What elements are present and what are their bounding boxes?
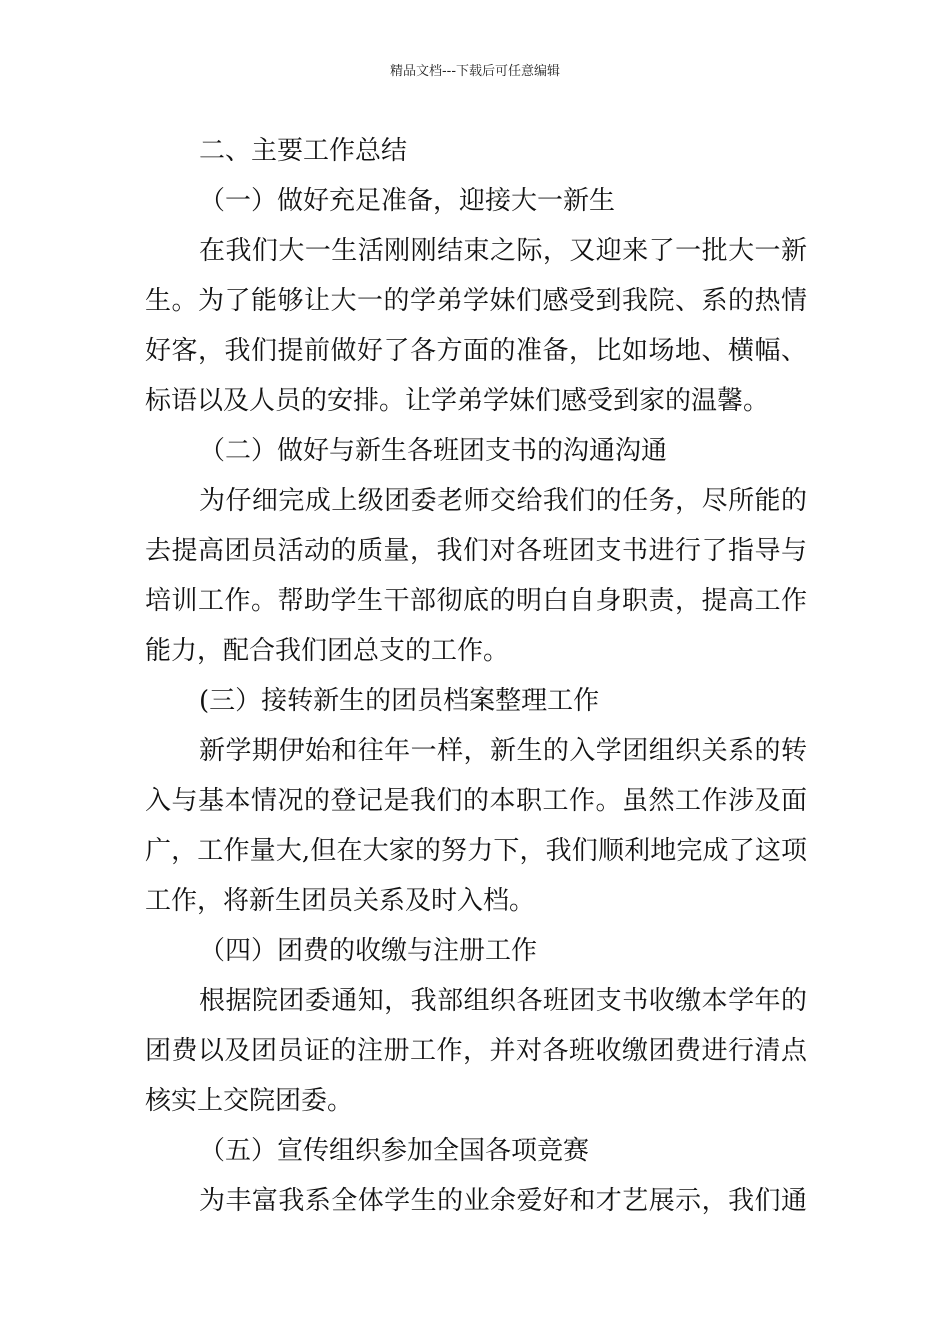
subsection-heading: （五）宣传组织参加全国各项竞赛 bbox=[199, 1136, 590, 1166]
section-heading: 二、主要工作总结 bbox=[199, 136, 408, 166]
paragraph-line: 去提高团员活动的质量，我们对各班团支书进行了指导与 bbox=[145, 536, 807, 566]
page-header: 精品文档---下载后可任意编辑 bbox=[389, 64, 561, 79]
paragraph-line: 为仔细完成上级团委老师交给我们的任务，尽所能的 bbox=[199, 486, 807, 516]
paragraph-line: 为丰富我系全体学生的业余爱好和才艺展示，我们通 bbox=[199, 1186, 807, 1216]
paragraph-line: 标语以及人员的安排。让学弟学妹们感受到家的温馨。 bbox=[145, 386, 770, 416]
paragraph-line: 入与基本情况的登记是我们的本职工作。虽然工作涉及面 bbox=[145, 786, 807, 816]
subsection-heading: （二）做好与新生各班团支书的沟通沟通 bbox=[199, 436, 668, 466]
paragraph-line: 团费以及团员证的注册工作，并对各班收缴团费进行清点 bbox=[145, 1036, 807, 1066]
document-body bbox=[145, 126, 807, 1226]
paragraph-line: 新学期伊始和往年一样，新生的入学团组织关系的转 bbox=[199, 736, 807, 766]
paragraph-line: 培训工作。帮助学生干部彻底的明白自身职责，提高工作 bbox=[145, 586, 807, 616]
subsection-heading: （四）团费的收缴与注册工作 bbox=[199, 936, 538, 966]
subsection-heading: (三）接转新生的团员档案整理工作 bbox=[199, 686, 600, 716]
paragraph-line: 工作，将新生团员关系及时入档。 bbox=[145, 886, 536, 916]
paragraph-line: 根据院团委通知，我部组织各班团支书收缴本学年的 bbox=[199, 986, 807, 1016]
paragraph-line: 广，工作量大,但在大家的努力下，我们顺利地完成了这项 bbox=[145, 836, 807, 866]
subsection-heading: （一）做好充足准备，迎接大一新生 bbox=[199, 186, 616, 216]
paragraph-line: 核实上交院团委。 bbox=[145, 1086, 354, 1116]
paragraph-line: 能力，配合我们团总支的工作。 bbox=[145, 636, 510, 666]
paragraph-line: 生。为了能够让大一的学弟学妹们感受到我院、系的热情 bbox=[145, 286, 807, 316]
paragraph-line: 在我们大一生活刚刚结束之际，又迎来了一批大一新 bbox=[199, 236, 807, 266]
paragraph-line: 好客，我们提前做好了各方面的准备，比如场地、横幅、 bbox=[145, 336, 807, 366]
